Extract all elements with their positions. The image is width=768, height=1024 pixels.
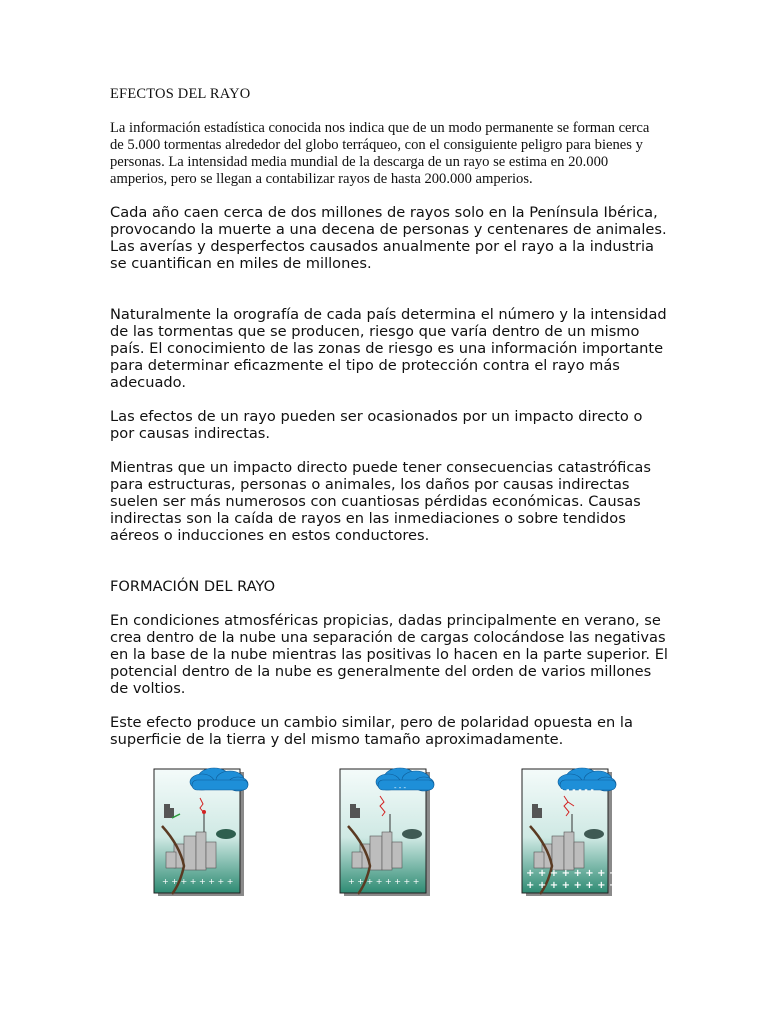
positive-charges-icon: [348, 877, 419, 886]
paragraph-efectos-impacto: Las efectos de un rayo pueden ser ocasionados por un impacto directo o por causas indirectas.: [110, 408, 643, 442]
svg-text:+ + + + + + + +: + + + + + + + +: [348, 877, 420, 886]
storm-illustration-2: [338, 766, 438, 900]
tree-icon: [402, 829, 422, 839]
intro-paragraph: La información estadística conocida nos indica que de un modo permanente se forman cerca de 5.000 tormentas alrededor del globo terráqueo, con el consiguiente peligro para bienes y personas. La intensidad media mundial de la descarga de un rayo se estima en 20.000 amperios, pero se llegan a contabilizar rayos de hasta 200.000 amperios.: [110, 120, 650, 187]
title-efectos-del-rayo: EFECTOS DEL RAYO: [110, 86, 251, 102]
positive-charges-icon: [526, 868, 617, 891]
paragraph-condiciones-atmosfericas: En condiciones atmosféricas propicias, dadas principalmente en verano, se crea dentro de la nube una separación de cargas colocándose las negativas en la base de la nube mientras las positivas lo hacen en la parte superior. El potencial dentro de la nube es generalmente del orden de varios millones de voltios.: [110, 612, 668, 697]
negative-charges-icon: [560, 785, 594, 794]
svg-text:+ + + + + + + +: + + + + + + + +: [162, 877, 234, 886]
antenna-tip-icon: [202, 810, 206, 814]
paragraph-efecto-polaridad: Este efecto produce un cambio similar, pero de polaridad opuesta en la superficie de la tierra y del mismo tamaño aproximadamente.: [110, 714, 633, 748]
paragraph-orografia: Naturalmente la orografía de cada país determina el número y la intensidad de las tormentas que se producen, riesgo que varía dentro de un mismo país. El conocimiento de las zonas de riesgo es una información importante para determinar eficazmente el tipo de protección contra el rayo más adecuado.: [110, 306, 667, 391]
svg-text:+ + + + + + + +: + + + + + + + +: [526, 880, 618, 891]
svg-text:- - -: - - -: [394, 784, 407, 792]
svg-text:+ + + + + + + +: + + + + + + + +: [526, 868, 618, 879]
positive-charges-icon: [162, 877, 233, 886]
negative-charges-icon: [394, 784, 407, 792]
storm-illustration-2-svg: [338, 766, 438, 900]
section-title-formacion-del-rayo: FORMACIÓN DEL RAYO: [110, 578, 276, 595]
paragraph-rayos-peninsula: Cada año caen cerca de dos millones de rayos solo en la Península Ibérica, provocando la muerte a una decena de personas y centenares de animales. Las averías y desperfectos causados anualmente por el rayo a la industria se cuantifican en miles de millones.: [110, 204, 667, 272]
svg-text:- - - - - -: - - - - - -: [560, 785, 594, 794]
storm-illustration-3-svg: [520, 766, 620, 900]
tree-icon: [216, 829, 236, 839]
storm-illustration-1: [152, 766, 252, 900]
tree-icon: [584, 829, 604, 839]
storm-illustration-3: [520, 766, 620, 900]
paragraph-impacto-directo: Mientras que un impacto directo puede tener consecuencias catastróficas para estructuras, personas o animales, los daños por causas indirectas suelen ser más numerosos con cuantiosas pérdidas económicas. Causas indirectas son la caída de rayos en las inmediaciones o sobre tendidos aéreos o inducciones en estos conductores.: [110, 459, 651, 544]
storm-illustration-1-svg: [152, 766, 252, 900]
